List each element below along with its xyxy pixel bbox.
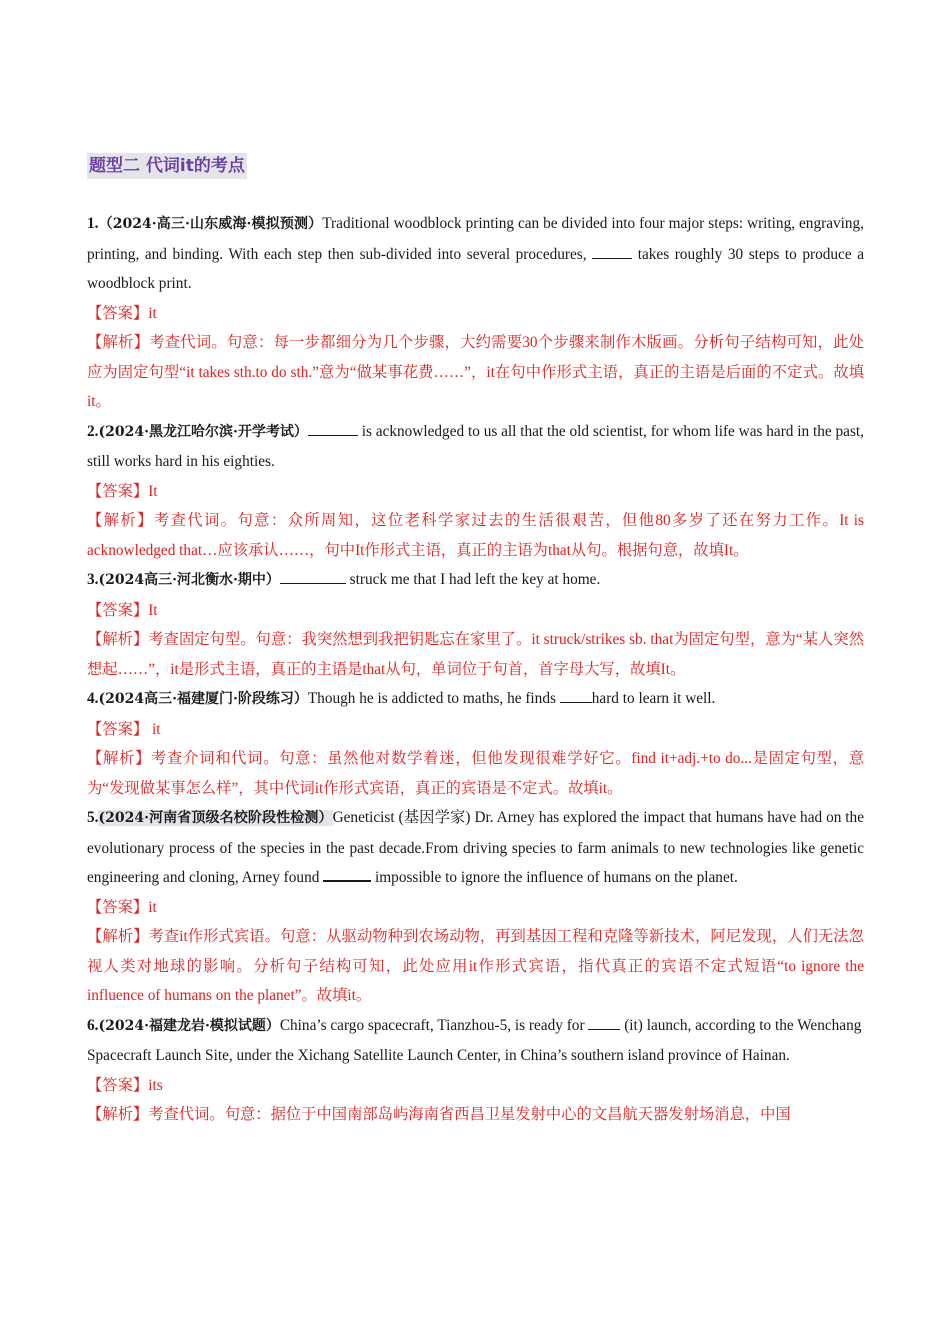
analysis-text: 考查代词。句意：每一步都细分为几个步骤，大约需要30个步骤来制作木版画。分析句子结构可知，此处应为固定句型“it takes sth.to do sth.”意为“做某事花费……”，it在句中作形式主语，真正的主语是后面的不定式。故填it。 xyxy=(87,334,864,410)
analysis-text: 考查介词和代词。句意：虽然他对数学着迷，但他发现很难学好它。find it+adj.+to do...是固定句型，意为“发现做某事怎么样”，其中代词it作形式宾语，真正的宾语是不定式。故填it。 xyxy=(87,750,864,797)
section-title: 题型二 代词it的考点 xyxy=(87,153,247,179)
question-3-analysis xyxy=(87,625,864,684)
stem-text: (it) launch, according to the Wenchang Spacecraft Launch Site, under the Xichang Satellite Launch Center, in China’s southern island province of Hainan. xyxy=(87,1016,862,1064)
question-source: (2024高三·河北衡水·期中） xyxy=(98,572,280,588)
answer-blank xyxy=(560,685,592,703)
answer-value: its xyxy=(148,1076,163,1094)
answer-blank xyxy=(592,241,632,259)
stem-text: is acknowledged to us all that the old scientist, for whom life was hard in the past, still works hard in his eighties. xyxy=(87,422,864,470)
analysis-label: 【解析】 xyxy=(87,631,149,648)
question-5-answer xyxy=(87,893,864,923)
question-2-answer xyxy=(87,477,864,507)
analysis-text: 考查代词。句意：众所周知，这位老科学家过去的生活很艰苦，但他80多岁了还在努力工作。It is acknowledged that…应该承认……，句中It作形式主语，真正的主语为that从句。根据句意，故填It。 xyxy=(87,512,864,559)
stem-text: takes roughly 30 steps to produce a woodblock print. xyxy=(87,245,864,292)
question-source: （2024·高三·山东威海·模拟预测） xyxy=(98,216,323,232)
answer-label: 【答案】 xyxy=(87,304,149,322)
analysis-text: 考查固定句型。句意：我突然想到我把钥匙忘在家里了。it struck/strikes sb. that为固定句型，意为“某人突然想起……”，it是形式主语，真正的主语是that从句，单词位于句首，首字母大写，故填It。 xyxy=(87,631,864,678)
question-number: 4. xyxy=(87,690,99,707)
answer-label: 【答案】 xyxy=(87,1076,149,1094)
answer-label: 【答案】 xyxy=(87,482,149,500)
question-2-stem xyxy=(87,417,864,477)
question-2-analysis xyxy=(87,506,864,565)
stem-text: hard to learn it well. xyxy=(591,690,716,707)
analysis-label: 【解析】 xyxy=(87,928,149,945)
analysis-label: 【解析】 xyxy=(87,512,154,529)
question-5-stem xyxy=(87,803,864,893)
answer-value: It xyxy=(148,482,158,500)
question-4-stem xyxy=(87,684,864,715)
stem-text: China’s cargo spacecraft, Tianzhou-5, is ready for xyxy=(279,1016,589,1034)
question-source: (2024·河南省顶级名校阶段性检测） xyxy=(98,810,333,826)
question-number: 3. xyxy=(87,571,99,588)
answer-value: It xyxy=(148,601,158,619)
stem-text: Traditional woodblock printing can be divided into four major steps: writing, engraving, printing, and binding. With each step then sub-divided into several procedures, xyxy=(87,215,865,263)
analysis-text: 考查代词。句意：据位于中国南部岛屿海南省西昌卫星发射中心的文昌航天器发射场消息，中国 xyxy=(148,1106,791,1123)
answer-label: 【答案】 xyxy=(87,720,149,738)
question-1-answer xyxy=(87,299,864,329)
question-number: 5. xyxy=(87,809,99,826)
analysis-label: 【解析】 xyxy=(87,1106,149,1123)
question-5-analysis xyxy=(87,922,864,1011)
answer-blank xyxy=(308,418,358,436)
question-4-answer xyxy=(87,715,864,745)
question-number: 6. xyxy=(87,1016,99,1034)
answer-value: it xyxy=(148,720,161,738)
answer-label: 【答案】 xyxy=(87,898,149,916)
question-1-analysis xyxy=(87,328,864,417)
question-3-answer xyxy=(87,596,864,626)
answer-value: it xyxy=(148,898,157,916)
question-source: (2024·黑龙江哈尔滨·开学考试） xyxy=(98,423,308,440)
question-number: 1. xyxy=(87,215,99,232)
answer-blank xyxy=(323,863,371,882)
analysis-text: 考查it作形式宾语。句意：从驱动物种到农场动物，再到基因工程和克隆等新技术，阿尼发现，人们无法忽视人类对地球的影响。分析句子结构可知，此处应用it作形式宾语，指代真正的宾语不定式短语“to ignore the influence of humans on the planet”。故填it。 xyxy=(87,928,864,1004)
question-1-stem xyxy=(87,209,864,299)
stem-text: impossible to ignore the influence of humans on the planet. xyxy=(371,869,738,886)
analysis-label: 【解析】 xyxy=(87,334,150,351)
question-4-analysis xyxy=(87,744,864,803)
answer-value: it xyxy=(148,304,157,322)
question-6-analysis xyxy=(87,1100,864,1130)
stem-text: struck me that I had left the key at home. xyxy=(345,571,601,588)
question-6-answer xyxy=(87,1071,864,1101)
question-source: (2024高三·福建厦门·阶段练习） xyxy=(98,691,308,707)
stem-text: Though he is addicted to maths, he finds xyxy=(307,690,560,707)
answer-blank xyxy=(280,566,346,584)
answer-blank xyxy=(588,1012,620,1030)
stem-text: Geneticist (基因学家) Dr. Arney has explored the impact that humans have had on the evolutionary process of the species in the past decade.From driving species to farm animals to new technologies like genetic engineering and cloning, Arney found xyxy=(87,809,864,886)
question-list xyxy=(87,209,864,1130)
question-3-stem xyxy=(87,565,864,596)
question-source: (2024·福建龙岩·模拟试题） xyxy=(98,1017,280,1034)
analysis-label: 【解析】 xyxy=(87,750,152,767)
question-6-stem xyxy=(87,1011,864,1071)
answer-label: 【答案】 xyxy=(87,601,149,619)
question-number: 2. xyxy=(87,422,99,440)
